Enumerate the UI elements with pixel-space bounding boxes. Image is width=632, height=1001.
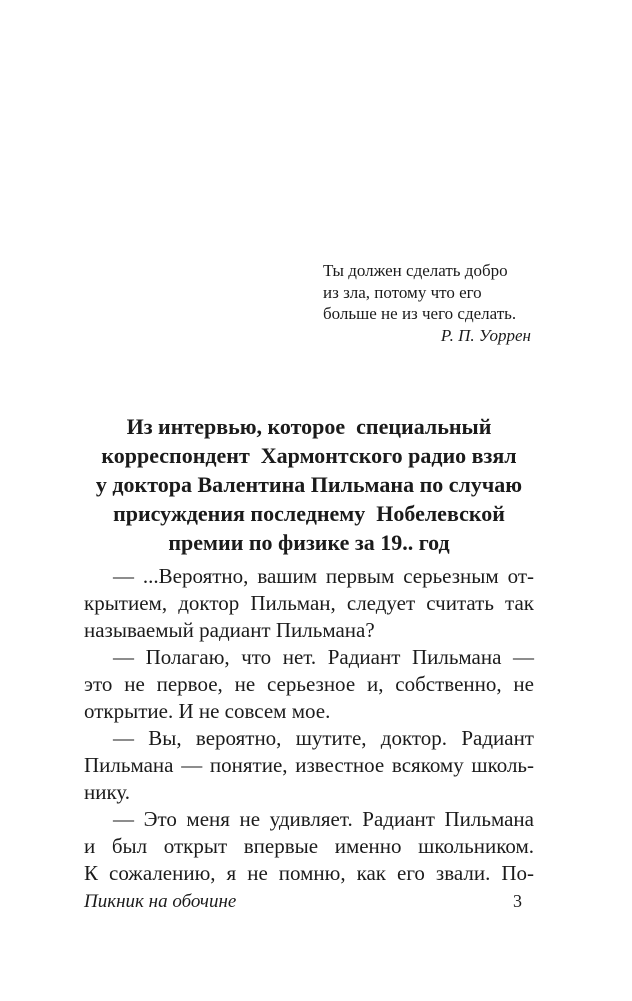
paragraph-line: открытие. И не совсем мое. [84,699,331,723]
epigraph-line: Ты должен сделать добро [323,261,508,280]
epigraph-attribution: Р. П. Уоррен [440,326,531,345]
paragraph-line: — ...Вероятно, вашим первым серьезным от- [113,564,534,588]
heading-line: у доктора Валентина Пильмана по случаю [95,472,523,497]
paragraph-line: нику. [84,780,131,804]
paragraph-line: крытием, доктор Пильман, следует считать так [84,591,534,615]
paragraph-line: Пильмана — понятие, известное всякому школь- [84,753,534,777]
page-number: 3 [513,891,522,911]
paragraph-line: это не первое, не серьезное и, собственно, не [84,672,534,696]
epigraph-line: больше не из чего сделать. [323,304,517,323]
heading-line: премии по физике за 19.. год [168,530,450,555]
chapter-heading [84,412,534,557]
running-title: Пикник на обочине [84,891,237,912]
heading-line: присуждения последнему Нобелевской [113,501,505,526]
paragraph-line: — Вы, вероятно, шутите, доктор. Радиант [113,726,534,750]
heading-line: Из интервью, которое специальный [126,414,492,439]
epigraph [323,260,535,347]
heading-line: корреспондент Хармонтского радио взял [101,443,517,468]
running-footer [84,889,534,914]
epigraph-line: из зла, потому что его [323,282,482,302]
paragraph-line: называемый радиант Пильмана? [84,618,375,642]
paragraph-line: — Полагаю, что нет. Радиант Пильмана — [113,645,534,669]
paragraph-line: К сожалению, я не помню, как его звали. По- [84,861,534,885]
paragraph-line: и был открыт впервые именно школьником. [84,834,534,858]
body-text [84,563,534,887]
paragraph-line: — Это меня не удивляет. Радиант Пильмана [113,807,534,831]
